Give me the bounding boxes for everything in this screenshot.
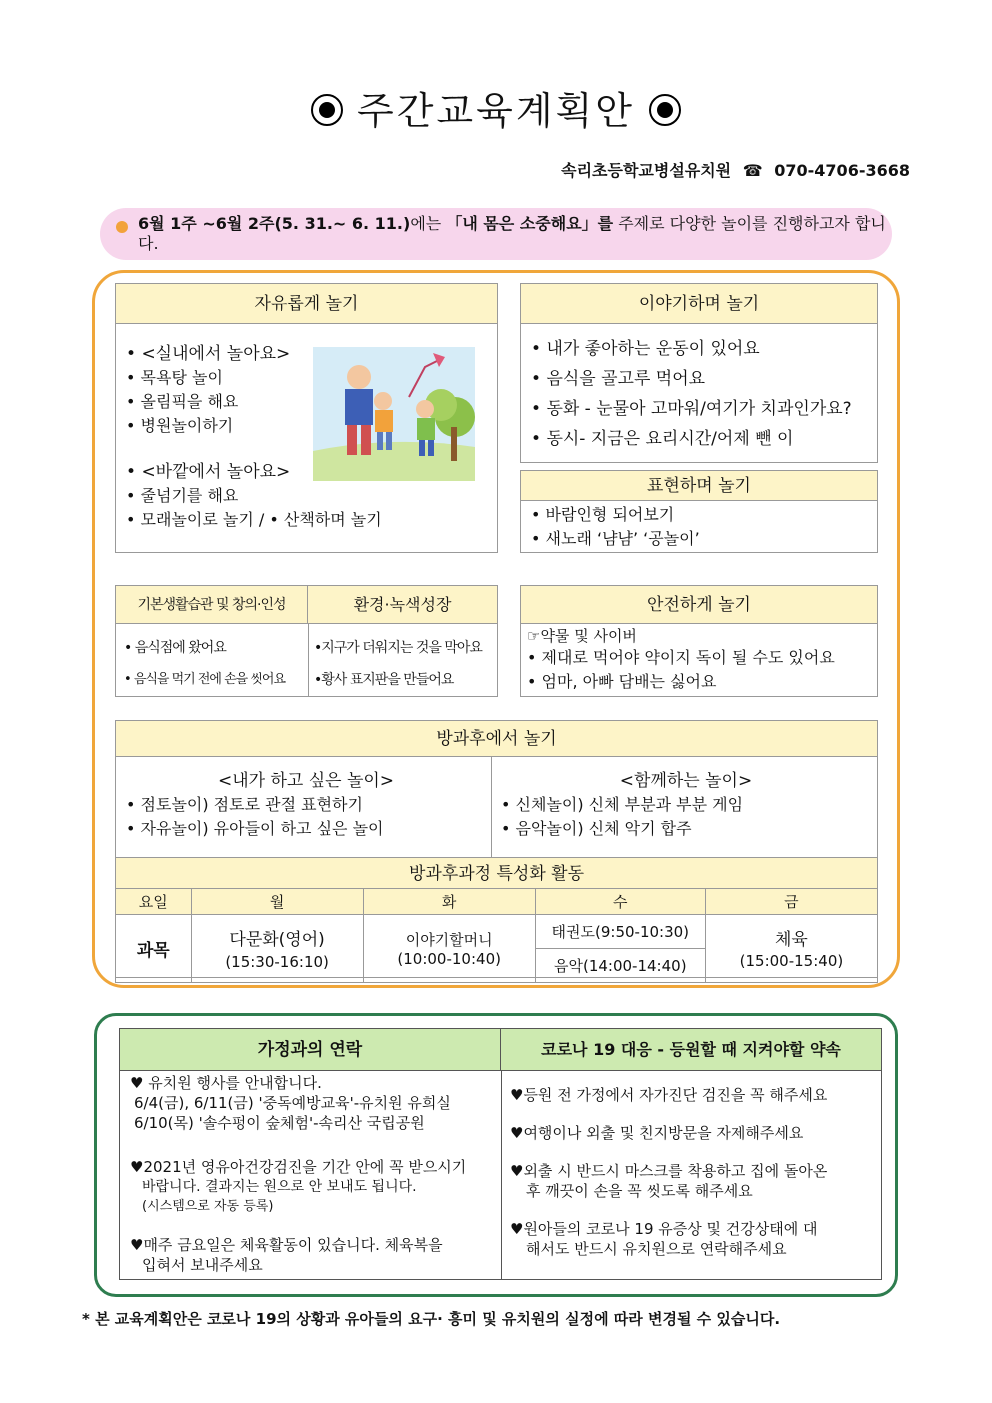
home-line: ♥2021년 영유아건강검진을 기간 안에 꼭 받으시기 [130,1158,467,1176]
wed-subject-1: 태권도(9:50-10:30) [535,915,705,949]
safety-item: • 엄마, 아빠 담배는 싫어요 [527,670,877,694]
tue-subject-name: 이야기할머니 [405,931,493,949]
circle-bullet-icon [649,94,681,126]
home-line: ♥ 유치원 행사를 안내합니다. [130,1074,322,1092]
covid-item: ♥등원 전 가정에서 자가진단 검진을 꼭 해주세요 [510,1086,828,1104]
free-play-box [115,283,498,553]
covid-title: 코로나 19 대응 - 등원할 때 지켜야할 약속 [501,1029,881,1071]
page-title [0,80,992,135]
indoor-play-item: • 올림픽을 해요 [126,390,326,414]
fri-subject-name: 체육 [775,929,808,950]
express-play-box [520,470,878,553]
day-mon: 월 [191,889,363,915]
mon-subject-name: 다문화(영어) [229,929,325,950]
story-play-item: • 동화 - 눈물아 고마워/여기가 치과인가요? [531,394,876,424]
special-activity-table [115,888,878,983]
day-fri: 금 [705,889,877,915]
home-line: ♥매주 금요일은 체육활동이 있습니다. 체육복을 [130,1236,443,1254]
express-play-item: • 바람인형 되어보기 [531,503,876,527]
home-line: 6/4(금), 6/11(금) '중독예방교육'-유치원 유희실 [134,1094,451,1112]
day-tue: 화 [363,889,535,915]
home-line: 바랍니다. 결과지는 원으로 안 보내도 됩니다. [142,1179,417,1195]
phone-icon: ☎ [742,161,763,180]
together-play-item: • 신체놀이) 신체 부분과 부분 게임 [501,793,871,817]
home-line: (시스템으로 자동 등록) [142,1199,274,1214]
habits-item: • 음식을 먹기 전에 손을 씻어요 [124,664,306,696]
theme-period: 6월 1주 ~6월 2주(5. 31.~ 6. 11.) [138,214,411,233]
covid-item: ♥원아들의 코로나 19 유증상 및 건강상태에 대 [510,1220,818,1238]
theme-text [138,214,888,254]
environment-title: 환경·녹색성장 [308,586,497,624]
notice-table [119,1028,882,1280]
outdoor-play-item: • 줄넘기를 해요 [126,484,486,508]
safety-lead: ☞약물 및 사이버 [527,627,637,645]
covid-item: 후 깨끗이 손을 꼭 씻도록 해주세요 [526,1182,753,1200]
footer-note: * 본 교육계획안은 코로나 19의 상황과 유아들의 요구· 흥미 및 유치원의 실정에 따라 변경될 수 있습니다. [82,1310,781,1328]
my-play-heading: <내가 하고 싶은 놀이> [217,771,395,791]
indoor-heading: • <실내에서 놀아요> [126,342,326,366]
after-school-box [115,720,878,978]
story-play-box [520,283,878,463]
day-header: 요일 [116,889,192,915]
theme-rest: 주제로 다양한 놀이를 진행하고자 합니다. [138,214,886,253]
theme-topic: 「내 몸은 소중해요」를 [446,214,614,233]
circle-bullet-icon [311,94,343,126]
covid-item: ♥외출 시 반드시 마스크를 착용하고 집에 돌아온 [510,1162,828,1180]
family-play-illustration [313,347,475,481]
my-play-item: • 점토놀이) 점토로 관절 표현하기 [126,793,486,817]
express-play-title: 표현하며 놀기 [521,471,877,501]
together-play-item: • 음악놀이) 신체 악기 합주 [501,817,871,841]
fri-subject-time: (15:00-15:40) [739,951,844,970]
day-wed: 수 [535,889,705,915]
safety-title: 안전하게 놀기 [521,586,877,624]
mon-subject [191,915,363,983]
tue-subject [363,915,535,983]
theme-banner [100,208,892,260]
home-line: 6/10(목) '솔수펑이 숲체험'-속리산 국립공원 [134,1114,425,1132]
habits-item: • 음식점에 왔어요 [124,632,306,664]
tue-subject-time: (10:00-10:40) [397,950,501,968]
covid-item: ♥여행이나 외출 및 친지방문을 자제해주세요 [510,1124,804,1142]
outdoor-heading: • <바깥에서 놀아요> [126,460,326,484]
theme-connector: 에는 [410,214,447,233]
indoor-play-item: • 병원놀이하기 [126,414,326,438]
story-play-item: • 동시- 지금은 요리시간/어제 뺀 이 [531,424,876,454]
wed-subject-2: 음악(14:00-14:40) [535,949,705,983]
story-play-title: 이야기하며 놀기 [521,284,877,324]
school-info [561,158,910,181]
special-activity-title: 방과후과정 특성화 활동 [116,857,877,889]
safety-box [520,585,878,697]
subject-label: 과목 [116,915,192,983]
my-play-item: • 자유놀이) 유아들이 하고 싶은 놀이 [126,817,486,841]
outdoor-play-item: • 모래놀이로 놀기 / • 산책하며 놀기 [126,508,486,532]
school-phone: 070-4706-3668 [774,161,910,180]
home-title: 가정과의 연락 [120,1029,501,1071]
title-text: 주간교육계획안 [357,89,635,133]
environment-item: •황사 표지판을 만들어요 [314,672,454,688]
after-school-title: 방과후에서 놀기 [116,721,877,757]
home-line: 입혀서 보내주세요 [142,1256,263,1274]
school-name: 속리초등학교병설유치원 [561,161,732,180]
safety-item: • 제대로 먹어야 약이지 독이 될 수도 있어요 [527,646,877,670]
habits-title: 기본생활습관 및 창의·인성 [116,586,308,624]
express-play-item: • 새노래 ‘냠냠’ ‘공놀이’ [531,527,876,551]
dot-icon [116,221,128,233]
free-play-title: 자유롭게 놀기 [116,284,497,324]
environment-item: •지구가 더워지는 것을 막아요 [314,640,482,656]
mon-subject-time: (15:30-16:10) [225,952,329,971]
together-play-heading: <함께하는 놀이> [619,771,753,791]
covid-item: 해서도 반드시 유치원으로 연락해주세요 [526,1240,787,1258]
fri-subject [705,915,877,983]
story-play-item: • 내가 좋아하는 운동이 있어요 [531,334,876,364]
story-play-item: • 음식을 골고루 먹어요 [531,364,876,394]
indoor-play-item: • 목욕탕 놀이 [126,366,326,390]
habits-environment-box [115,585,498,697]
